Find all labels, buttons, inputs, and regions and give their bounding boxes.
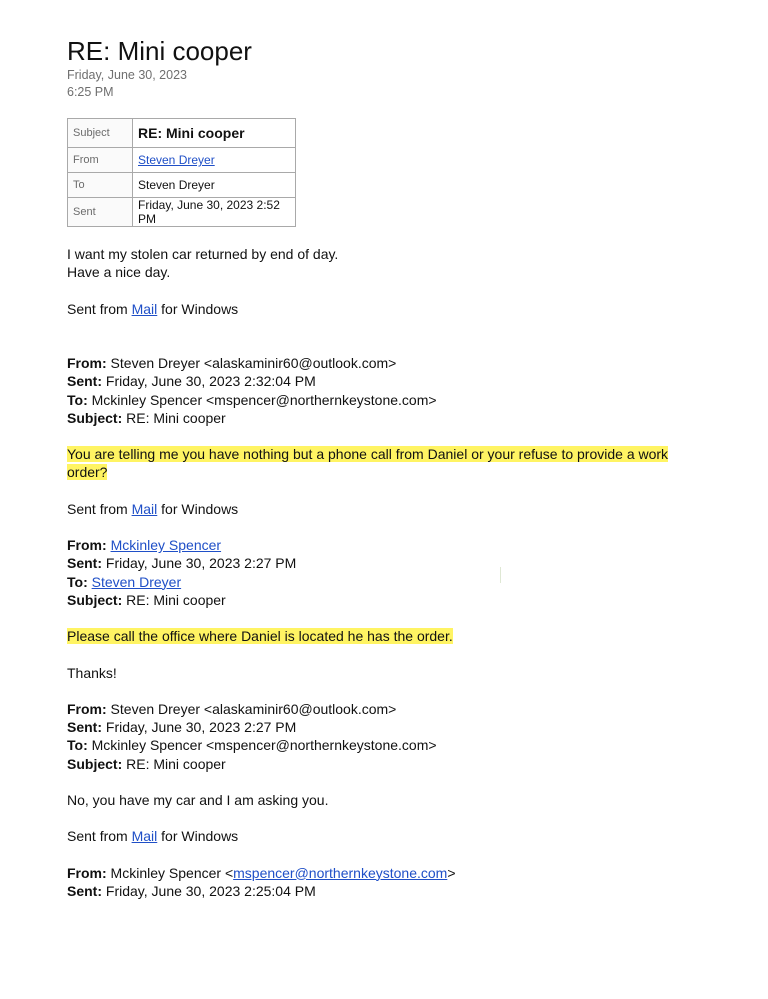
subject-field-label: Subject: <box>67 591 123 608</box>
subject-label: Subject <box>68 119 133 148</box>
message-5-sent <box>67 882 707 900</box>
email-time: 6:25 PM <box>67 85 114 99</box>
email-date: Friday, June 30, 2023 <box>67 68 187 82</box>
message-3-thanks: Thanks! <box>67 664 117 681</box>
message-3-subject <box>67 591 707 609</box>
signature-text: for Windows <box>157 828 239 845</box>
sent-label: Sent <box>68 198 133 227</box>
to-label: To <box>68 173 133 198</box>
to-field-label: To: <box>67 737 88 754</box>
subject-field-value: RE: Mini cooper <box>122 755 226 772</box>
signature-text: Sent from <box>67 500 132 517</box>
subject-row <box>68 119 296 148</box>
recipient-link[interactable]: Steven Dreyer <box>91 573 182 590</box>
message-2-sent <box>67 372 707 390</box>
email-link[interactable]: mspencer@northernkeystone.com <box>233 864 448 881</box>
email-document <box>67 36 707 900</box>
signature-text: for Windows <box>157 300 239 317</box>
from-field-value: Steven Dreyer <alaskaminir60@outlook.com> <box>106 355 397 372</box>
mail-link[interactable]: Mail <box>131 500 158 517</box>
from-field-label: From: <box>67 537 107 554</box>
subject-field-label: Subject: <box>67 755 123 772</box>
from-value-cell <box>133 148 296 173</box>
to-field-value: Mckinley Spencer <mspencer@northernkeystone.com> <box>87 737 437 754</box>
message-4-body: No, you have my car and I am asking you. <box>67 791 329 808</box>
highlighted-text: order? <box>67 464 108 481</box>
message-2-to <box>67 391 707 409</box>
to-field-label: To: <box>67 391 88 408</box>
to-row <box>68 173 296 198</box>
sent-field-value: Friday, June 30, 2023 2:32:04 PM <box>102 373 316 390</box>
mail-link[interactable]: Mail <box>131 300 158 317</box>
message-4-from <box>67 700 707 718</box>
signature-text: for Windows <box>157 500 239 517</box>
subject-field-value: RE: Mini cooper <box>122 409 226 426</box>
sent-field-value: Friday, June 30, 2023 2:27 PM <box>102 719 297 736</box>
message-3-from <box>67 536 707 554</box>
sent-value: Friday, June 30, 2023 2:52 PM <box>133 198 296 227</box>
from-field-value: Steven Dreyer <alaskaminir60@outlook.com> <box>106 700 397 717</box>
email-body <box>67 245 707 900</box>
message-2-subject <box>67 409 707 427</box>
message-3-body <box>67 627 707 645</box>
sent-field-label: Sent: <box>67 555 102 572</box>
from-field-value: > <box>447 864 456 881</box>
message-1-signature <box>67 300 707 318</box>
sent-field-label: Sent: <box>67 882 102 899</box>
message-3-sent <box>67 554 707 572</box>
message-2-signature <box>67 500 707 518</box>
from-field-label: From: <box>67 355 107 372</box>
email-title: RE: Mini cooper <box>67 36 252 66</box>
message-3-to <box>67 573 707 591</box>
subject-value: RE: Mini cooper <box>133 119 296 148</box>
message-4-sent <box>67 718 707 736</box>
message-4-signature <box>67 827 707 845</box>
to-field-value: Mckinley Spencer <mspencer@northernkeystone.com> <box>87 391 437 408</box>
message-4-to <box>67 736 707 754</box>
message-2-body-line-1 <box>67 445 707 463</box>
to-field-label: To: <box>67 573 88 590</box>
sent-field-value: Friday, June 30, 2023 2:25:04 PM <box>102 882 316 899</box>
from-label: From <box>68 148 133 173</box>
sent-row <box>68 198 296 227</box>
message-4-subject <box>67 755 707 773</box>
from-field-label: From: <box>67 864 107 881</box>
sender-link[interactable]: Mckinley Spencer <box>110 537 222 554</box>
from-field-value: Mckinley Spencer < <box>106 864 234 881</box>
from-row <box>68 148 296 173</box>
signature-text: Sent from <box>67 300 132 317</box>
message-2-body-line-2 <box>67 463 707 481</box>
mail-link[interactable]: Mail <box>131 828 158 845</box>
to-value: Steven Dreyer <box>133 173 296 198</box>
from-sender-link[interactable]: Steven Dreyer <box>138 153 215 167</box>
message-1-line-2: Have a nice day. <box>67 264 171 281</box>
header-table <box>67 118 296 227</box>
sent-field-label: Sent: <box>67 719 102 736</box>
subject-field-label: Subject: <box>67 409 123 426</box>
sent-field-label: Sent: <box>67 373 102 390</box>
message-5-from <box>67 864 707 882</box>
highlighted-text: Please call the office where Daniel is located he has the order. <box>67 628 453 645</box>
subject-field-value: RE: Mini cooper <box>122 591 226 608</box>
from-field-label: From: <box>67 700 107 717</box>
highlighted-text: You are telling me you have nothing but a phone call from Daniel or your refuse to provide a work <box>67 446 669 463</box>
message-1-line-1: I want my stolen car returned by end of day. <box>67 246 339 262</box>
signature-text: Sent from <box>67 828 132 845</box>
message-2-from <box>67 354 707 372</box>
scan-mark <box>500 567 501 583</box>
sent-field-value: Friday, June 30, 2023 2:27 PM <box>102 555 297 572</box>
